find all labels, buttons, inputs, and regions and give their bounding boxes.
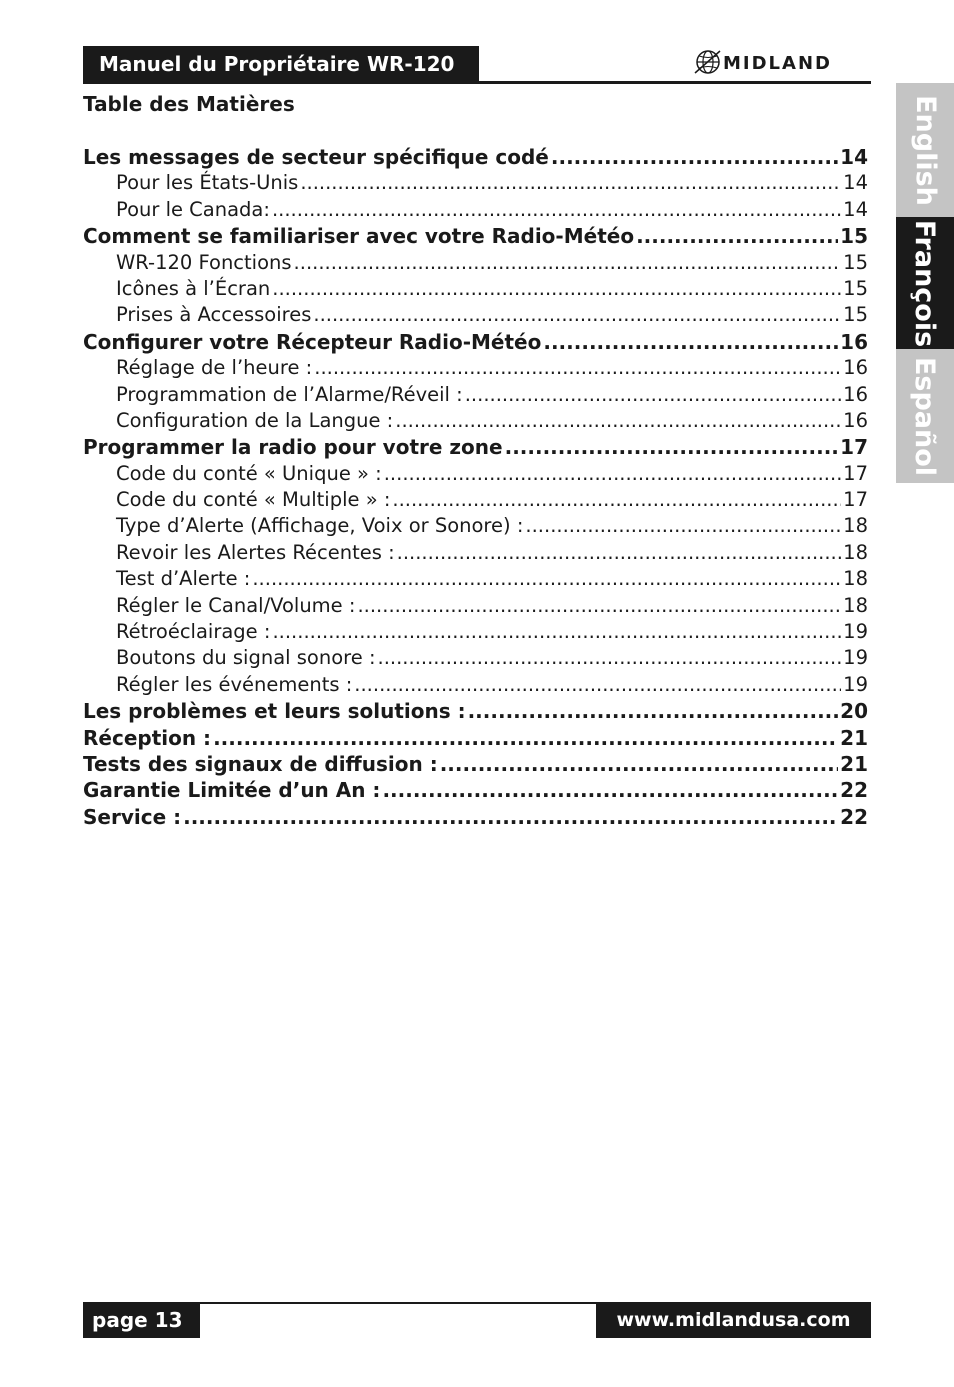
toc-entry[interactable] — [83, 698, 868, 724]
toc-entry-label: Régler le Canal/Volume : — [116, 593, 356, 617]
tab-english[interactable] — [896, 83, 954, 217]
toc-entry-label: Régler les événements : — [116, 672, 353, 696]
toc-entry-page: 16 — [840, 329, 868, 354]
toc-entry-label: Rétroéclairage : — [116, 620, 271, 644]
header-rule — [83, 81, 871, 84]
toc-entry-page: 19 — [843, 672, 868, 696]
toc-entry-page: 14 — [840, 145, 868, 169]
toc-leader-dots — [252, 566, 841, 592]
toc-leader-dots — [397, 540, 842, 566]
toc-leader-dots — [272, 197, 841, 223]
toc-subentry[interactable] — [83, 408, 868, 434]
toc-entry-label: Comment se familiariser avec votre Radio-Météo — [83, 224, 635, 249]
toc-leader-dots — [294, 250, 842, 276]
toc-subentry[interactable] — [83, 619, 868, 645]
toc-entry-page: 15 — [840, 224, 868, 249]
toc-entry-label: Revoir les Alertes Récentes : — [116, 540, 395, 564]
toc-entry[interactable] — [83, 804, 868, 830]
toc-leader-dots — [354, 672, 841, 698]
toc-leader-dots — [525, 513, 841, 539]
toc-entry-label: Programmation de l’Alarme/Réveil : — [116, 382, 463, 406]
toc-entry-page: 15 — [843, 276, 868, 300]
toc-leader-dots — [357, 593, 841, 619]
toc-subentry[interactable] — [83, 197, 868, 223]
toc-leader-dots — [183, 804, 838, 830]
toc-leader-dots — [551, 144, 838, 170]
brand-name: MIDLAND — [723, 53, 832, 73]
toc-entry-label: Configurer votre Récepteur Radio-Météo — [83, 329, 542, 354]
toc-entry[interactable] — [83, 144, 868, 170]
toc-entry-page: 21 — [840, 751, 868, 776]
toc-entry-label: Pour le Canada: — [116, 197, 270, 221]
toc-entry-label: Prises à Accessoires — [116, 303, 312, 327]
toc-entry-label: Garantie Limitée d’un An : — [83, 778, 381, 803]
tab-espanol-label: Español — [909, 356, 941, 476]
toc-entry-label: Les messages de secteur spécifique codé — [83, 145, 549, 169]
toc-entry-label: Configuration de la Langue : — [116, 408, 394, 432]
toc-entry-page: 15 — [843, 250, 868, 274]
toc-entry-label: Pour les États-Unis — [116, 171, 299, 195]
toc-leader-dots — [543, 329, 838, 355]
toc-subentry[interactable] — [83, 170, 868, 196]
toc-entry-page: 17 — [843, 488, 868, 512]
toc-entry-page: 18 — [843, 514, 868, 538]
toc-subentry[interactable] — [83, 355, 868, 381]
toc-leader-dots — [384, 461, 841, 487]
toc-leader-dots — [440, 751, 838, 777]
toc-leader-dots — [505, 434, 839, 460]
toc-leader-dots — [382, 777, 838, 803]
toc-leader-dots — [213, 725, 838, 751]
toc-subentry[interactable] — [83, 382, 868, 408]
toc-entry-label: Les problèmes et leurs solutions : — [83, 699, 466, 724]
toc-leader-dots — [378, 645, 842, 671]
toc-entry-label: Réglage de l’heure : — [116, 356, 313, 380]
toc-entry-label: Boutons du signal sonore : — [116, 646, 376, 670]
toc-subentry[interactable] — [83, 513, 868, 539]
toc-entry[interactable] — [83, 223, 868, 249]
toc-subentry[interactable] — [83, 593, 868, 619]
toc-entry-page: 16 — [843, 356, 868, 380]
toc-entry[interactable] — [83, 329, 868, 355]
toc-leader-dots — [636, 223, 838, 249]
toc-leader-dots — [395, 408, 841, 434]
toc-entry-label: Type d’Alerte (Affichage, Voix or Sonore) : — [116, 514, 524, 538]
toc-entry[interactable] — [83, 777, 868, 803]
toc-entry[interactable] — [83, 751, 868, 777]
toc-entry-page: 16 — [843, 382, 868, 406]
toc-entry-label: Service : — [83, 804, 182, 829]
globe-icon — [693, 47, 723, 77]
website-link[interactable]: www.midlandusa.com — [596, 1302, 871, 1338]
toc-leader-dots — [392, 487, 841, 513]
tab-francois-label: François — [909, 219, 941, 347]
toc-subentry[interactable] — [83, 566, 868, 592]
midland-wordmark — [723, 51, 865, 73]
toc-entry-page: 16 — [843, 408, 868, 432]
toc-entry-page: 17 — [840, 435, 868, 460]
toc-entry-page: 18 — [843, 567, 868, 591]
toc-entry-label: Réception : — [83, 725, 212, 750]
toc-entry-label: Programmer la radio pour votre zone — [83, 435, 503, 460]
toc-entry-label: Code du conté « Unique » : — [116, 461, 382, 485]
toc-entry-label: Icônes à l’Écran — [116, 276, 271, 300]
toc-leader-dots — [468, 698, 839, 724]
toc-subentry[interactable] — [83, 540, 868, 566]
toc-entry-page: 20 — [840, 699, 868, 724]
toc-entry-page: 21 — [840, 725, 868, 750]
toc-entry-page: 19 — [843, 646, 868, 670]
toc-entry[interactable] — [83, 434, 868, 460]
toc-entry-label: Code du conté « Multiple » : — [116, 488, 391, 512]
toc-subentry[interactable] — [83, 276, 868, 302]
page-number: page 13 — [83, 1302, 200, 1338]
toc-entry-page: 15 — [843, 303, 868, 327]
header-title: Manuel du Propriétaire WR-120 — [83, 46, 479, 82]
toc-subentry[interactable] — [83, 645, 868, 671]
toc-entry-page: 14 — [843, 171, 868, 195]
toc-entry-page: 17 — [843, 461, 868, 485]
tab-francois[interactable] — [896, 217, 954, 349]
toc-leader-dots — [272, 619, 841, 645]
toc-leader-dots — [314, 355, 841, 381]
language-tabs — [896, 83, 954, 483]
tab-english-label: English — [909, 94, 941, 206]
toc-entry[interactable] — [83, 725, 868, 751]
toc-title: Table des Matières — [83, 92, 295, 116]
toc-entry-label: Tests des signaux de diffusion : — [83, 751, 438, 776]
toc-entry-page: 18 — [843, 540, 868, 564]
toc-subentry[interactable] — [83, 461, 868, 487]
toc-entry-page: 14 — [843, 197, 868, 221]
toc-entry-page: 22 — [840, 804, 868, 829]
toc-subentry[interactable] — [83, 250, 868, 276]
tab-espanol[interactable] — [896, 349, 954, 483]
midland-logo — [693, 44, 871, 80]
toc-subentry[interactable] — [83, 487, 868, 513]
toc-entry-page: 19 — [843, 620, 868, 644]
toc-entry-page: 22 — [840, 778, 868, 803]
toc-leader-dots — [313, 302, 841, 328]
toc-leader-dots — [465, 382, 841, 408]
toc-leader-dots — [300, 170, 841, 196]
toc-subentry[interactable] — [83, 302, 868, 328]
toc-entry-label: WR-120 Fonctions — [116, 250, 292, 274]
toc-entry-page: 18 — [843, 593, 868, 617]
toc-leader-dots — [272, 276, 841, 302]
toc-entry-label: Test d’Alerte : — [116, 567, 251, 591]
toc-subentry[interactable] — [83, 672, 868, 698]
table-of-contents — [83, 144, 868, 830]
